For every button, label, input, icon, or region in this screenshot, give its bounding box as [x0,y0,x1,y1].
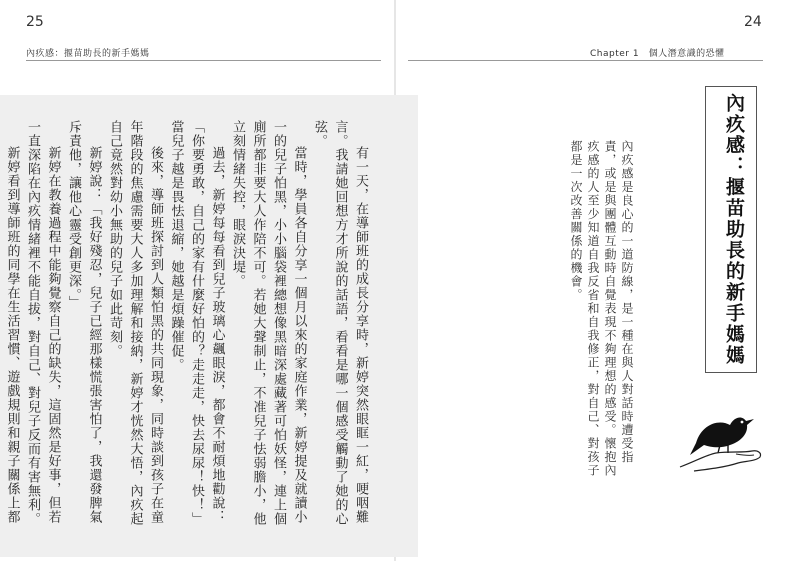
intro-quote: 內疚感是良心的一道防線，是一種在與人對話時遭受指責，或是與團體互動時自覺表現不夠理想的感受。懷抱內疚感的人至少知道自我反省和自我修正，對自己、對孩子都是一次改善關係的機會。 [569,140,634,478]
story-paragraph: 當時，學員各自分享一個月以來的家庭作業，新婷提及就讀小一的兒子怕黑，小小腦袋裡總想像黑暗深處藏著可怕妖怪，連上個廁所都非要大人作陪不可。若她大聲制止，不准兒子怯弱膽小，他立刻情緒失控，眼淚決堤。 [230,120,307,526]
right-page-number: 24 [744,14,762,30]
left-header-rule [26,60,381,61]
story-body-text [0,120,370,530]
story-paragraph: 後來，導師班探討到人類怕黑的共同現象，同時談到孩子在童年階段的焦慮需要大人多加理解和接納，新婷才恍然大悟，內疚起自己竟然對幼小無助的兒子如此苛刻。 [107,120,163,526]
chapter-title: 內疚感：揠苗助長的新手媽媽 [705,86,757,373]
right-running-header: Chapter 1 個人潛意識的恐懼 [590,49,725,59]
story-paragraph: 有一天，在導師班的成長分享時，新婷突然眼眶一紅，哽咽難言。我請她回想方才所說的話語，看看是哪一個感受觸動了她的心弦。 [312,120,368,526]
story-paragraph: 過去，新婷每每看到兒子玻璃心飆眼淚，都會不耐煩地勸說：「你要勇敢，自己的家有什麼好怕的？走走走，快去尿尿！快！」當兒子越是畏怯退縮，她越是煩躁催促。 [168,120,225,526]
right-header-rule [408,60,763,61]
left-page-number: 25 [26,14,44,30]
left-running-header: 內疚感：揠苗助長的新手媽媽 [26,49,150,59]
story-paragraph: 新婷在教養過程中能夠覺察自己的缺失，這固然是好事，但若一直深陷在內疚情緒裡不能自拔，對自己、對兒子反而有害無利。 [25,120,61,526]
bird-on-hand-icon [676,405,768,473]
story-paragraph: 新婷說：「我好殘忍，兒子已經那樣慌張害怕了，我還發脾氣斥責他，讓他心靈受創更深。」 [66,120,102,524]
story-paragraph: 新婷看到導師班的同學在生活習慣、遊戲規則和親子關係上都 [4,146,20,524]
